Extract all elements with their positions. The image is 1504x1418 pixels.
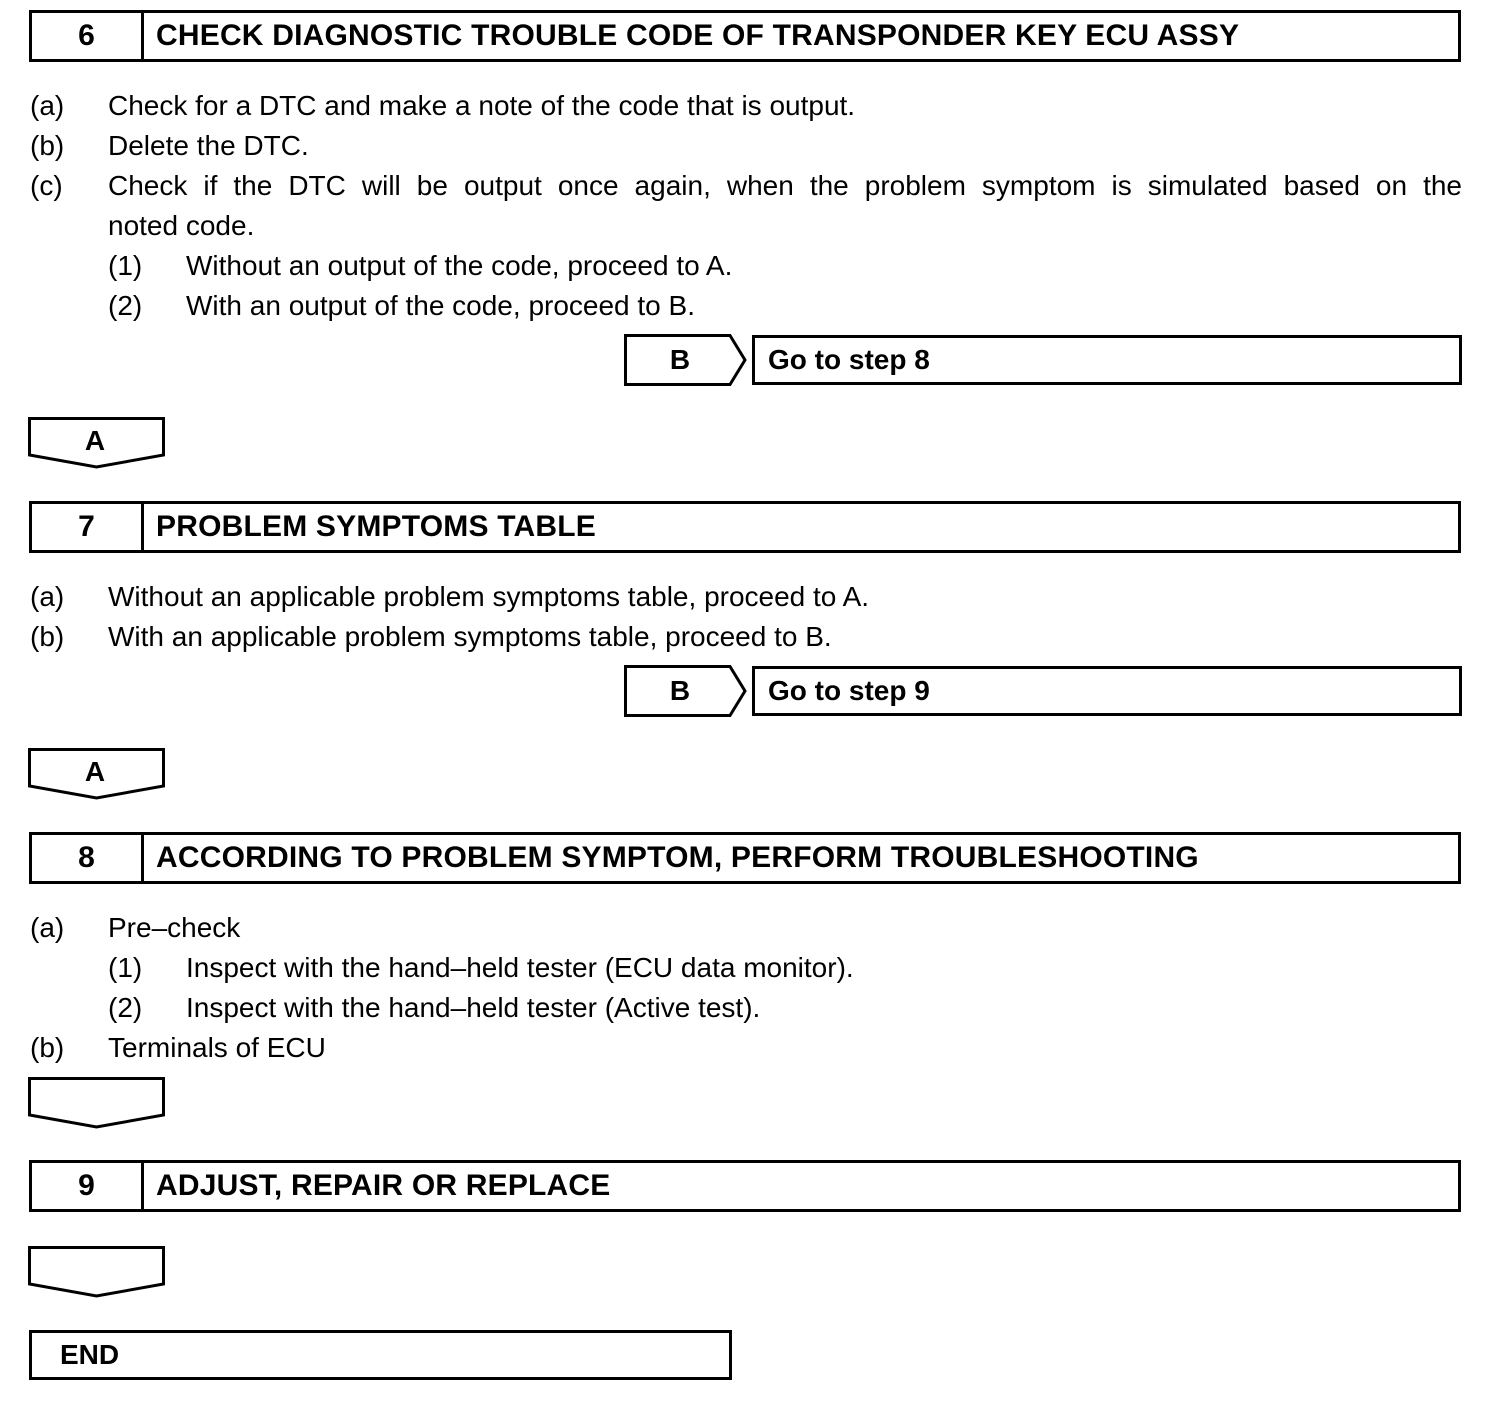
item-text: Inspect with the hand–held tester (ECU data monitor).: [186, 952, 854, 983]
next-arrow-tag: [28, 1077, 166, 1129]
item-marker: (b): [30, 621, 65, 652]
item-text: Inspect with the hand–held tester (Active test).: [186, 992, 761, 1023]
end-box: END: [29, 1330, 732, 1380]
item-marker: (1): [108, 250, 143, 281]
step-number: 6: [32, 13, 144, 59]
next-a-tag: [28, 748, 166, 800]
next-label: A: [84, 425, 106, 456]
step-title: ACCORDING TO PROBLEM SYMPTOM, PERFORM TROUBLESHOOTING: [156, 841, 1199, 874]
down-arrow-icon: [28, 1246, 166, 1298]
item-marker: (c): [30, 170, 63, 201]
branch-result-box: Go to step 9: [752, 666, 1462, 716]
item-marker: (a): [30, 90, 65, 121]
item-text: With an output of the code, proceed to B.: [186, 290, 695, 321]
item-marker: (1): [108, 952, 143, 983]
next-label: A: [84, 756, 106, 787]
item-marker: (b): [30, 130, 65, 161]
item-marker: (2): [108, 992, 143, 1023]
item-text: Pre–check: [108, 912, 241, 943]
step-title: CHECK DIAGNOSTIC TROUBLE CODE OF TRANSPONDER KEY ECU ASSY: [156, 19, 1240, 52]
item-text: Check if the DTC will be output once again, when the problem symptom is simulated based on the: [108, 170, 1462, 201]
next-arrow-tag: [28, 1246, 166, 1298]
step-number: 8: [32, 835, 144, 881]
step-9-header: [29, 1160, 1461, 1212]
item-marker: (a): [30, 581, 65, 612]
step-number: 9: [32, 1163, 144, 1209]
item-text: Without an applicable problem symptoms table, proceed to A.: [108, 581, 870, 612]
step-title: ADJUST, REPAIR OR REPLACE: [156, 1169, 611, 1202]
step-8-header: [29, 832, 1461, 884]
next-a-tag: [28, 417, 166, 469]
step-7-header: [29, 501, 1461, 553]
step-title: PROBLEM SYMPTOMS TABLE: [156, 510, 596, 543]
step-6-header: [29, 10, 1461, 62]
branch-b-tag: [624, 334, 748, 386]
item-text: Terminals of ECU: [108, 1032, 326, 1063]
item-marker: (a): [30, 912, 65, 943]
item-text: Without an output of the code, proceed to A.: [186, 250, 733, 281]
item-marker: (b): [30, 1032, 65, 1063]
item-text: Delete the DTC.: [108, 130, 309, 161]
down-arrow-icon: [28, 1077, 166, 1129]
item-text: With an applicable problem symptoms table, proceed to B.: [108, 621, 832, 652]
item-text-continued: noted code.: [108, 210, 255, 241]
item-text: Check for a DTC and make a note of the code that is output.: [108, 90, 856, 121]
step-number: 7: [32, 504, 144, 550]
branch-label: B: [669, 344, 691, 375]
branch-b-tag: [624, 665, 748, 717]
item-marker: (2): [108, 290, 143, 321]
branch-label: B: [669, 675, 691, 706]
branch-result-box: Go to step 8: [752, 335, 1462, 385]
